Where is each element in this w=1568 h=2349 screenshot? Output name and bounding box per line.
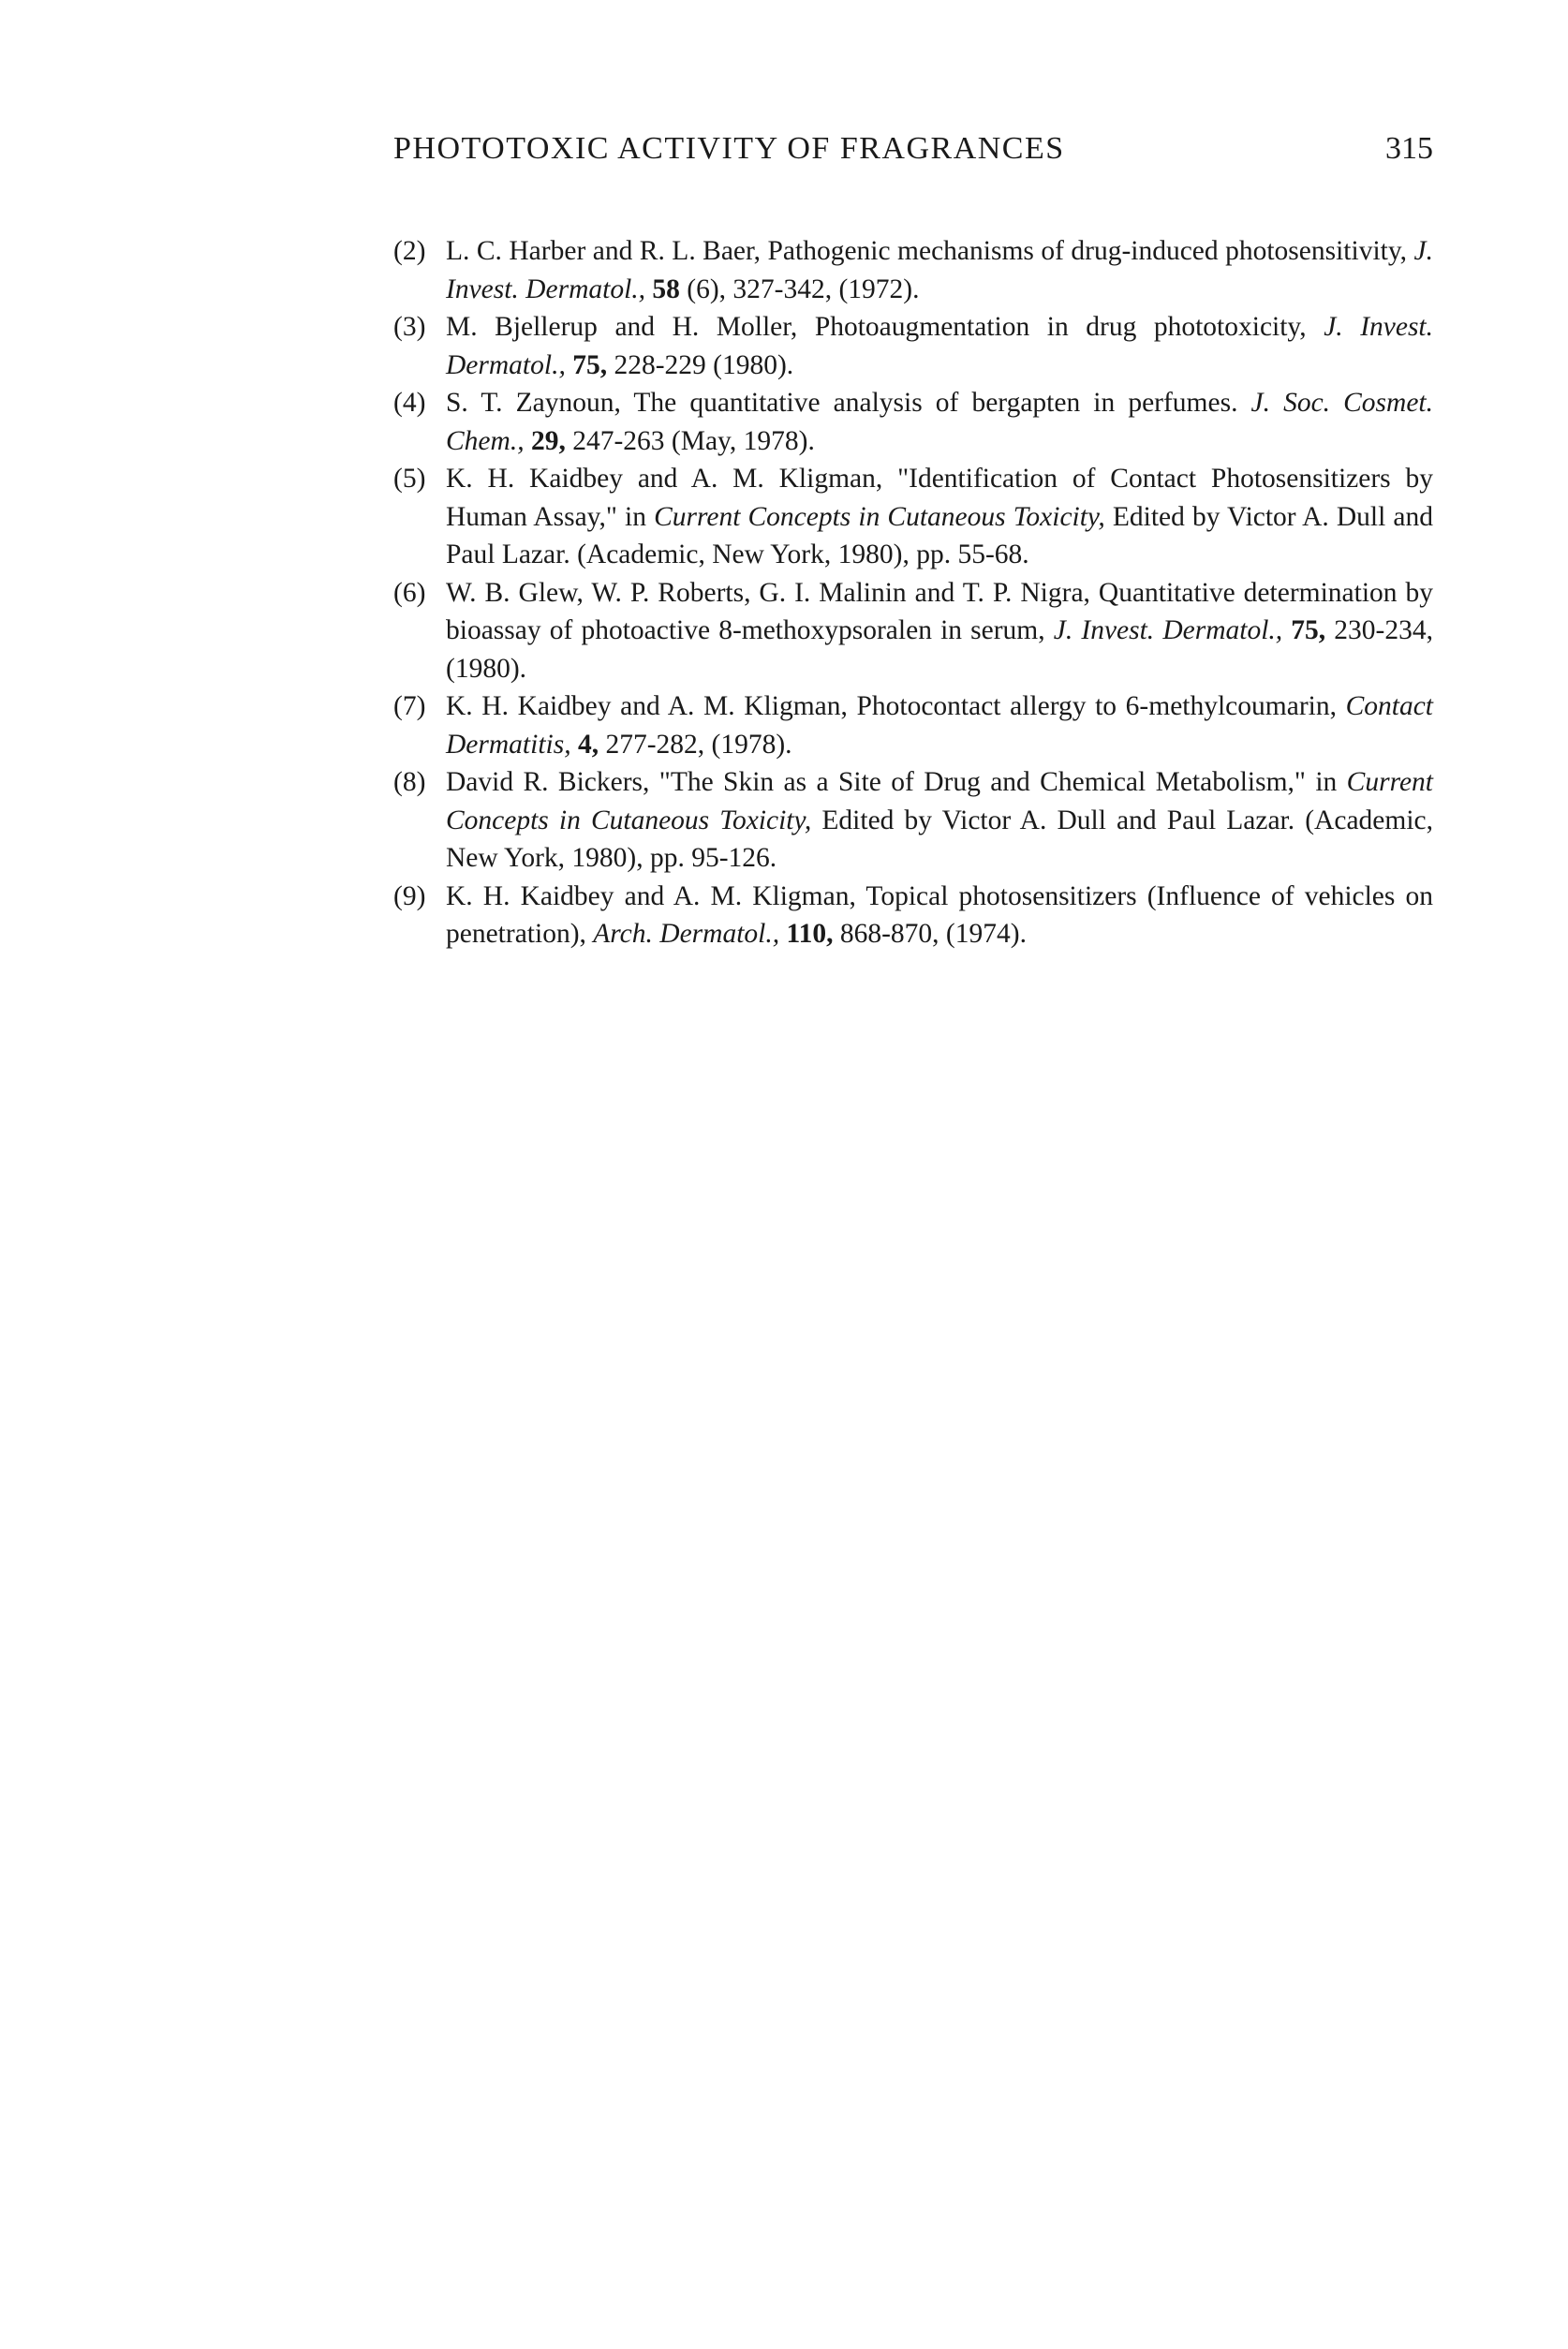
citation-text: Edited by Victor A. Dull and Paul Lazar. (Academic, New York, 1980), pp. 95-126. [446, 805, 1433, 873]
citation-source: J. Invest. Dermatol., [1053, 615, 1283, 645]
citation-volume: 4, [577, 729, 599, 760]
reference-number: (7) [393, 691, 426, 721]
citation-text: 228-229 (1980). [607, 349, 794, 380]
citation-source: Arch. Dermatol., [593, 919, 780, 949]
reference-item [393, 574, 1433, 688]
reference-item [393, 460, 1433, 574]
citation-text: L. C. Harber and R. L. Baer, Pathogenic mechanisms of drug-induced photosensitivity, [446, 236, 1414, 266]
citation-volume: 29, [530, 425, 566, 456]
page-number: 315 [1385, 131, 1433, 166]
citation-source: Current Concepts in Cutaneous Toxicity, [654, 501, 1105, 532]
citation-text: 230-234, (1980). [446, 615, 1434, 684]
reference-number: (9) [393, 880, 426, 911]
reference-item [393, 763, 1433, 878]
running-title: PHOTOTOXIC ACTIVITY OF FRAGRANCES [393, 131, 1065, 166]
reference-text [446, 767, 1433, 873]
citation-text: K. H. Kaidbey and A. M. Kligman, Photocontact allergy to 6-methylcoumarin, [446, 691, 1346, 721]
citation-text [1282, 615, 1291, 645]
citation-source: Current Concepts in Cutaneous Toxicity, [446, 767, 1433, 835]
reference-text [446, 464, 1433, 569]
citation-text: 868-870, (1974). [833, 919, 1027, 949]
citation-text: 277-282, (1978). [599, 729, 792, 760]
reference-item [393, 687, 1433, 763]
citation-text: M. Bjellerup and H. Moller, Photoaugmentation in drug phototoxicity, [446, 312, 1324, 342]
reference-number: (5) [393, 464, 426, 494]
citation-source: J. Soc. Cosmet. Chem., [446, 388, 1433, 456]
citation-text: David R. Bickers, "The Skin as a Site of Drug and Chemical Metabolism," in [446, 767, 1347, 797]
citation-volume: 110, [786, 919, 834, 949]
citation-source: J. Invest. Dermatol., [446, 236, 1433, 304]
reference-number: (3) [393, 312, 426, 342]
citation-source: Contact Dermatitis, [446, 691, 1433, 760]
citation-text: 247-263 (May, 1978). [565, 425, 815, 456]
reference-number: (8) [393, 767, 426, 797]
reference-text [446, 691, 1433, 760]
reference-number: (6) [393, 577, 426, 608]
reference-text [446, 578, 1433, 684]
citation-text: K. H. Kaidbey and A. M. Kligman, "Identification of Contact Photosensitizers by Human Assay," in [446, 464, 1433, 532]
citation-volume: 75, [1291, 615, 1326, 645]
citation-text: K. H. Kaidbey and A. M. Kligman, Topical photosensitizers (Influence of vehicles on penetration), [446, 880, 1433, 949]
citation-source: J. Invest. Dermatol., [446, 312, 1434, 380]
reference-text [446, 881, 1433, 950]
citation-text: (6), 327-342, (1972). [679, 273, 920, 304]
citation-text: W. B. Glew, W. P. Roberts, G. I. Malinin and T. P. Nigra, Quantitative determination by bioassay of photoactive 8-methoxypsoralen in serum, [446, 577, 1433, 645]
citation-text [525, 426, 531, 456]
reference-number: (2) [393, 236, 426, 266]
reference-item [393, 384, 1433, 460]
reference-item [393, 878, 1433, 953]
running-header [393, 131, 1433, 178]
citation-text: Edited by Victor A. Dull and Paul Lazar. (Academic, New York, 1980), pp. 55-68. [446, 501, 1434, 569]
reference-number: (4) [393, 388, 426, 418]
reference-text [446, 388, 1433, 456]
reference-item [393, 308, 1433, 384]
citation-volume: 75, [572, 349, 608, 380]
reference-item [393, 232, 1433, 308]
citation-text [571, 730, 578, 760]
citation-text: S. T. Zaynoun, The quantitative analysis of bergapten in perfumes. [446, 388, 1251, 418]
reference-list [393, 232, 1433, 953]
reference-text [446, 312, 1433, 380]
citation-volume: 58 [652, 273, 680, 304]
reference-text [446, 236, 1433, 304]
